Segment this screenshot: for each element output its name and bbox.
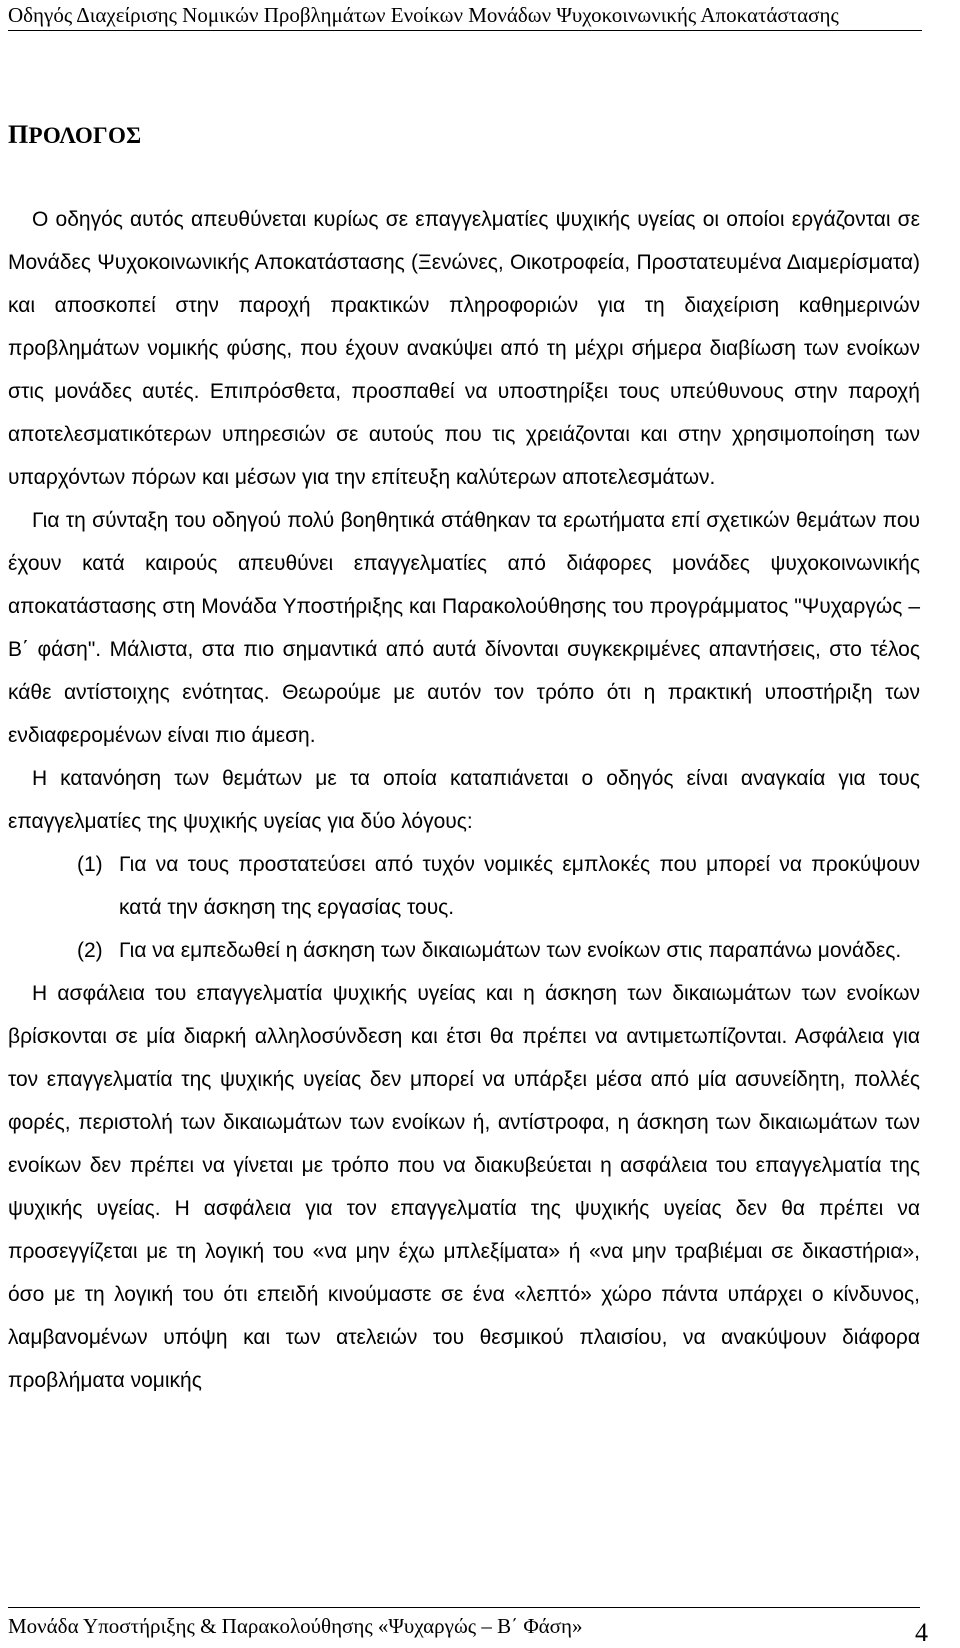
paragraph-questions: Για τη σύνταξη του οδηγού πολύ βοηθητικά στάθηκαν τα ερωτήματα επί σχετικών θεμάτων που έχουν κατά καιρούς απευθύνει επαγγελματίες από διάφορες μονάδες ψυχοκοινωνικής αποκατάστασης στη Μονάδα Υποστήριξης και Παρακολούθησης του προγράμματος "Ψυχαργώς – Β΄ φάση". Μάλιστα, στα πιο σημαντικά από αυτά δίνονται συγκεκριμένες απαντήσεις, στο τέλος κάθε αντίστοιχης ενότητας. Θεωρούμε με αυτόν τον τρόπο ότι η πρακτική υποστήριξη των ενδιαφερομένων είναι πιο άμεση.: [8, 509, 920, 747]
list-item-text: Για να τους προστατεύσει από τυχόν νομικές εμπλοκές που μπορεί να προκύψουν κατά την άσκηση της εργασίας τους.: [119, 853, 920, 919]
paragraph-safety: Η ασφάλεια του επαγγελματία ψυχικής υγείας και η άσκηση των δικαιωμάτων των ενοίκων βρίσκονται σε μία διαρκή αλληλοσύνδεση και έτσι θα πρέπει να αντιμετωπίζονται. Ασφάλεια για τον επαγγελματία της ψυχικής υγείας δεν μπορεί να υπάρξει μέσα από μία ασυνείδητη, πολλές φορές, περιστολή των δικαιωμάτων των ενοίκων ή, αντίστροφα, η άσκηση των δικαιωμάτων των ενοίκων δεν πρέπει να γίνεται με τρόπο που να διακυβεύεται η ασφάλεια του επαγγελματία της ψυχικής υγείας. Η ασφάλεια για τον επαγγελματία της ψυχικής υγείας δεν θα πρέπει να προσεγγίζεται με τη λογική του «να μην έχω μπλεξίματα» ή «να μην τραβιέμαι σε δικαστήρια», όσο με τη λογική του ότι επειδή κινούμαστε σε ένα «λεπτό» χώρο πάντα υπάρχει ο κίνδυνος, λαμβανομένων υπόψη και των ατελειών του θεσμικού πλαισίου, να ανακύψουν διάφορα προβλήματα νομικής: [8, 982, 920, 1392]
list-item: [77, 929, 920, 972]
header-rule: [8, 30, 922, 31]
reasons-list: [8, 843, 920, 972]
paragraph-reasons-intro: Η κατανόηση των θεμάτων με τα οποία καταπιάνεται ο οδηγός είναι αναγκαία για τους επαγγελματίες της ψυχικής υγείας για δύο λόγους:: [8, 767, 920, 833]
footer-text: Μονάδα Υποστήριξης & Παρακολούθησης «Ψυχαργώς – Β΄ Φάση»: [8, 1614, 583, 1638]
list-item: [77, 843, 920, 929]
section-heading: [8, 120, 142, 150]
heading-first-letter: Π: [8, 120, 29, 149]
list-item-number: (2): [77, 939, 103, 962]
body-text: [8, 198, 920, 1402]
running-header: Οδηγός Διαχείρισης Νομικών Προβλημάτων Ενοίκων Μονάδων Ψυχοκοινωνικής Αποκατάστασης: [8, 3, 839, 27]
list-item-text: Για να εμπεδωθεί η άσκηση των δικαιωμάτων των ενοίκων στις παραπάνω μονάδες.: [119, 939, 902, 962]
page-number: 4: [915, 1618, 928, 1647]
heading-rest: ΡΟΛΟΓΟΣ: [28, 123, 142, 148]
page-footer: [8, 1607, 928, 1647]
list-item-number: (1): [77, 853, 103, 876]
paragraph-intro: Ο οδηγός αυτός απευθύνεται κυρίως σε επαγγελματίες ψυχικής υγείας οι οποίοι εργάζονται σε Μονάδες Ψυχοκοινωνικής Αποκατάστασης (Ξενώνες, Οικοτροφεία, Προστατευμένα Διαμερίσματα) και αποσκοπεί στην παροχή πρακτικών πληροφοριών για τη διαχείριση καθημερινών προβλημάτων νομικής φύσης, που έχουν ανακύψει από τη μέχρι σήμερα διαβίωση των ενοίκων στις μονάδες αυτές. Επιπρόσθετα, προσπαθεί να υποστηρίξει τους υπεύθυνους στην παροχή αποτελεσματικότερων υπηρεσιών σε αυτούς που τις χρειάζονται και στην χρησιμοποίηση των υπαρχόντων πόρων και μέσων για την επίτευξη καλύτερων αποτελεσμάτων.: [8, 208, 920, 489]
